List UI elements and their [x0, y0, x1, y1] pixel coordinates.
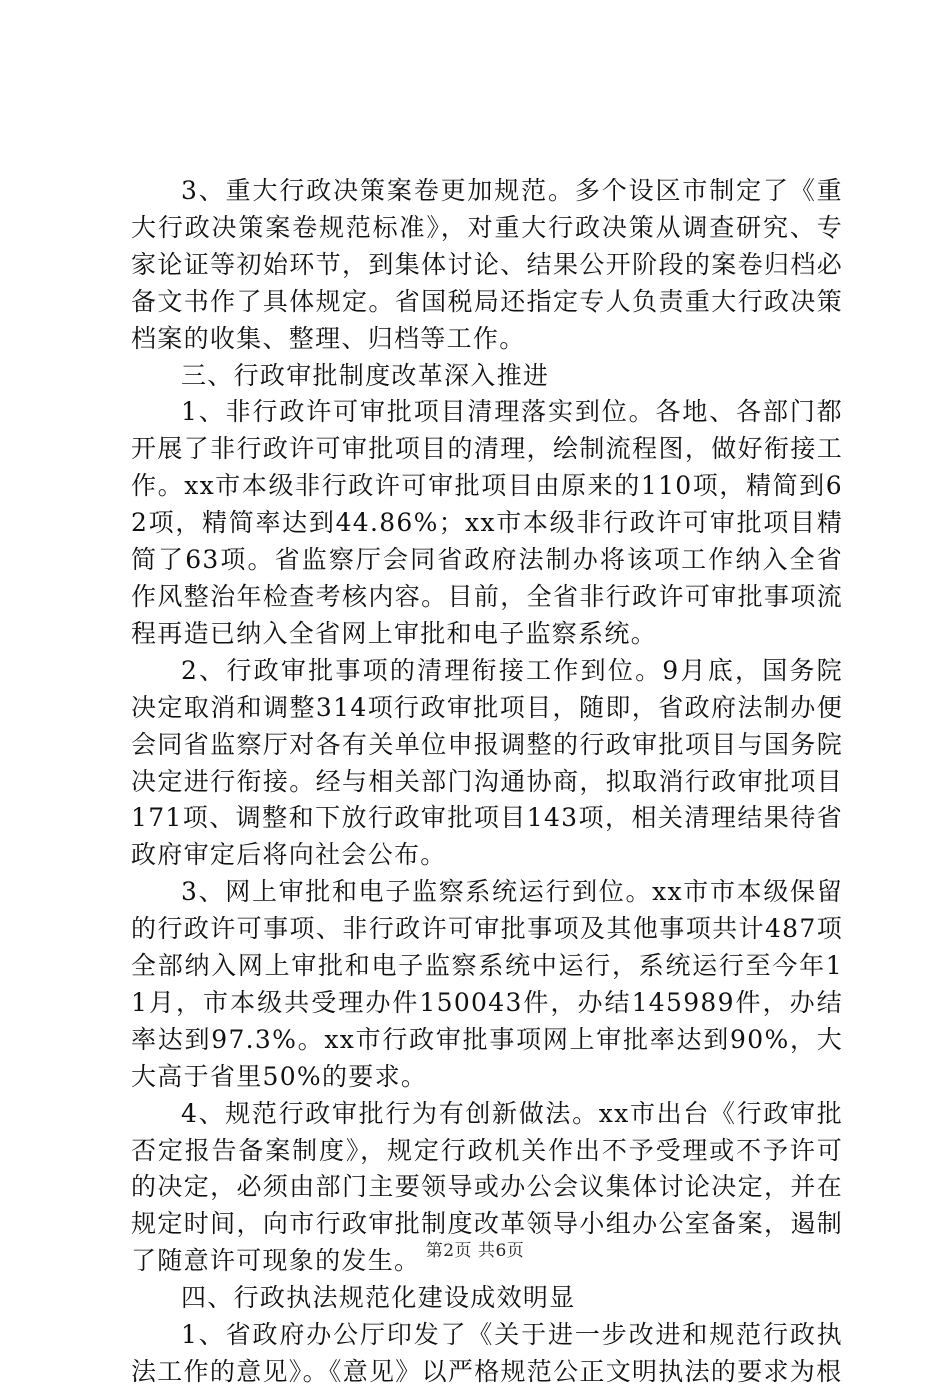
section-heading-law-enforcement: 四、行政执法规范化建设成效明显 — [181, 1283, 576, 1313]
document-body — [131, 173, 843, 1391]
paragraph-enforcement-opinion: 1、省政府办公厅印发了《关于进一步改进和规范行政执法工作的意见》。《意见》以严格规范公正文明执法的要求为根 — [131, 1320, 843, 1386]
page-number-footer: 第2页 共6页 — [425, 1241, 525, 1261]
section-heading-approval-reform: 三、行政审批制度改革深入推进 — [181, 360, 550, 390]
paragraph-non-licensing-cleanup: 1、非行政许可审批项目清理落实到位。各地、各部门都开展了非行政许可审批项目的清理，绘制流程图，做好衔接工作。xx市本级非行政许可审批项目由原来的110项，精简到62项，精简率达到44.86%；xx市本级非行政许可审批项目精简了63项。省监察厅会同省政府法制办将该项工作纳入全省作风整治年检查考核内容。目前，全省非行政许可审批事项流程再造已纳入全省网上审批和电子监察系统。 — [131, 397, 843, 648]
paragraph-major-decision-files: 3、重大行政决策案卷更加规范。多个设区市制定了《重大行政决策案卷规范标准》，对重大行政决策从调查研究、专家论证等初始环节，到集体讨论、结果公开阶段的案卷归档必备文书作了具体规定。省国税局还指定专人负责重大行政决策档案的收集、整理、归档等工作。 — [131, 176, 843, 353]
paragraph-approval-innovation: 4、规范行政审批行为有创新做法。xx市出台《行政审批否定报告备案制度》，规定行政机关作出不予受理或不予许可的决定，必须由部门主要领导或办公会议集体讨论决定，并在规定时间，向市行政审批制度改革领导小组办公室备案，遏制了随意许可现象的发生。 — [131, 1098, 843, 1276]
paragraph-approval-items-linkage: 2、行政审批事项的清理衔接工作到位。9月底，国务院决定取消和调整314项行政审批项目，随即，省政府法制办便会同省监察厅对各有关单位申报调整的行政审批项目与国务院决定进行衔接。经与相关部门沟通协商，拟取消行政审批项目171项、调整和下放行政审批项目143项，相关清理结果待省政府审定后将向社会公布。 — [131, 655, 843, 870]
paragraph-online-approval-system: 3、网上审批和电子监察系统运行到位。xx市市本级保留的行政许可事项、非行政许可审批事项及其他事项共计487项全部纳入网上审批和电子监察系统中运行，系统运行至今年11月，市本级共受理办件150043件，办结145989件，办结率达到97.3%。xx市行政审批事项网上审批率达到90%，大大高于省里50%的要求。 — [131, 877, 843, 1091]
